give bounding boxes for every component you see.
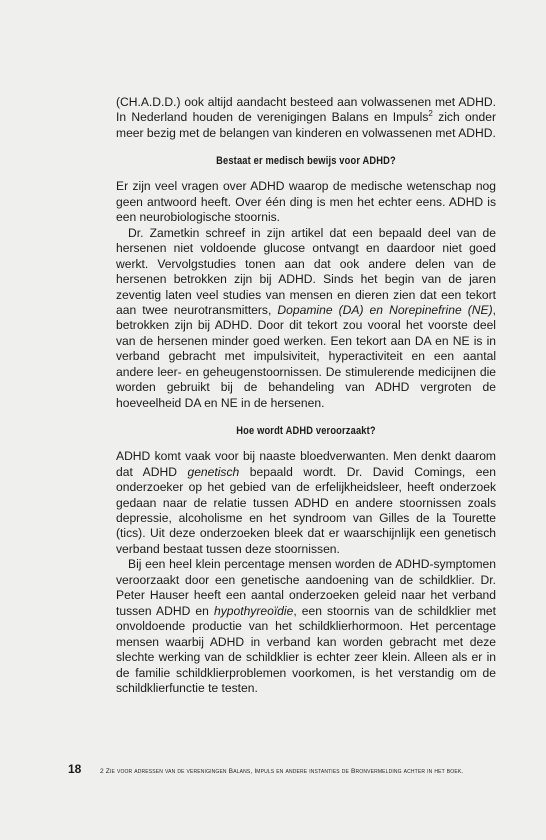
paragraph-1: [116, 95, 496, 141]
footnote-marker: 2: [428, 109, 433, 119]
paragraph-3-emphasis: Dopamine (DA) en Norepinefrine (NE): [277, 302, 493, 317]
page-number: 18: [68, 762, 82, 776]
section-heading-medical-evidence: Bestaat er medisch bewijs voor ADHD?: [216, 155, 396, 168]
paragraph-3-text-a: Dr. Zametkin schreef in zijn artikel dat een bepaald deel van de hersenen niet voldoende glucose ontvangt en daardoor niet goed werkt. Vervolgstudies tonen aan dat ook andere delen van de hersenen betrokken zijn bij ADHD. Sinds het begin van de jaren zeventig laten veel studies van mensen en dieren zien dat een tekort aan twee neurotransmitters,: [116, 225, 496, 317]
paragraph-3-text-b: , betrokken zijn bij ADHD. Door dit tekort zou vooral het voorste deel van de hersenen minder goed werken. Een tekort aan DA en NE is in verband gebracht met impulsiviteit, hyperactiviteit en een aantal andere leer- en geheugenstoornissen. De stimulerende medicijnen die worden gebruikt bij de behandeling van ADHD vergroten de hoeveelheid DA en NE in de hersenen.: [116, 302, 496, 410]
paragraph-2: Er zijn veel vragen over ADHD waarop de medische wetenschap nog geen antwoord heeft. Over één ding is men het echter eens. ADHD is een neurobiologische stoornis.: [116, 179, 496, 225]
section-heading-cause: Hoe wordt ADHD veroorzaakt?: [236, 425, 376, 438]
paragraph-4-text-b: bepaald wordt. Dr. David Comings, een onderzoeker op het gebied van de erfelijkheidsleer, heeft onderzoek gedaan naar de relatie tussen ADHD en andere stoornissen zoals depressie, alcoholisme en het syndroom van Gilles de la Tourette (tics). Uit deze onderzoeken bleek dat er waarschijnlijk een genetisch verband bestaat tussen deze stoornissen.: [116, 464, 496, 556]
footnote: 2 Zie voor adressen van de verenigingen Balans, Impuls en andere instanties de Bronvermelding achter in het boek.: [100, 768, 464, 775]
paragraph-1-text-b: zich onder meer bezig met de belangen van kinderen en volwassenen met ADHD.: [116, 110, 496, 140]
page-footer: [68, 762, 488, 776]
paragraph-4-text-a: ADHD komt vaak voor bij naaste bloedverwanten. Men denkt daarom dat ADHD: [116, 449, 496, 479]
paragraph-5-text-b: , een stoornis van de schildklier met onvoldoende productie van het schildklierhormoon. Het percentage mensen waarbij ADHD in verband kan worden gebracht met deze slechte werking van de schildklier is echter zeer klein. Alleen als er in de familie schildklierproblemen voorkomen, is het verstandig om de schildklierfunctie te testen.: [116, 603, 497, 695]
paragraph-3: [116, 226, 496, 411]
paragraph-5: [116, 557, 496, 696]
paragraph-4-emphasis: genetisch: [187, 464, 240, 479]
paragraph-5-text-a: Bij een heel klein percentage mensen worden de ADHD-symptomen veroorzaakt door een genetische aandoening van de schildklier. Dr. Peter Hauser heeft een aantal onderzoeken geleid naar het verband tussen ADHD en: [116, 557, 496, 618]
paragraph-5-emphasis: hypothyreoïdie: [213, 603, 294, 618]
paragraph-4: [116, 449, 496, 557]
body-text: [116, 95, 496, 696]
paragraph-1-text-a: (CH.A.D.D.) ook altijd aandacht besteed aan volwassenen met ADHD. In Nederland houden de verenigingen Balans en Impuls: [116, 95, 496, 125]
